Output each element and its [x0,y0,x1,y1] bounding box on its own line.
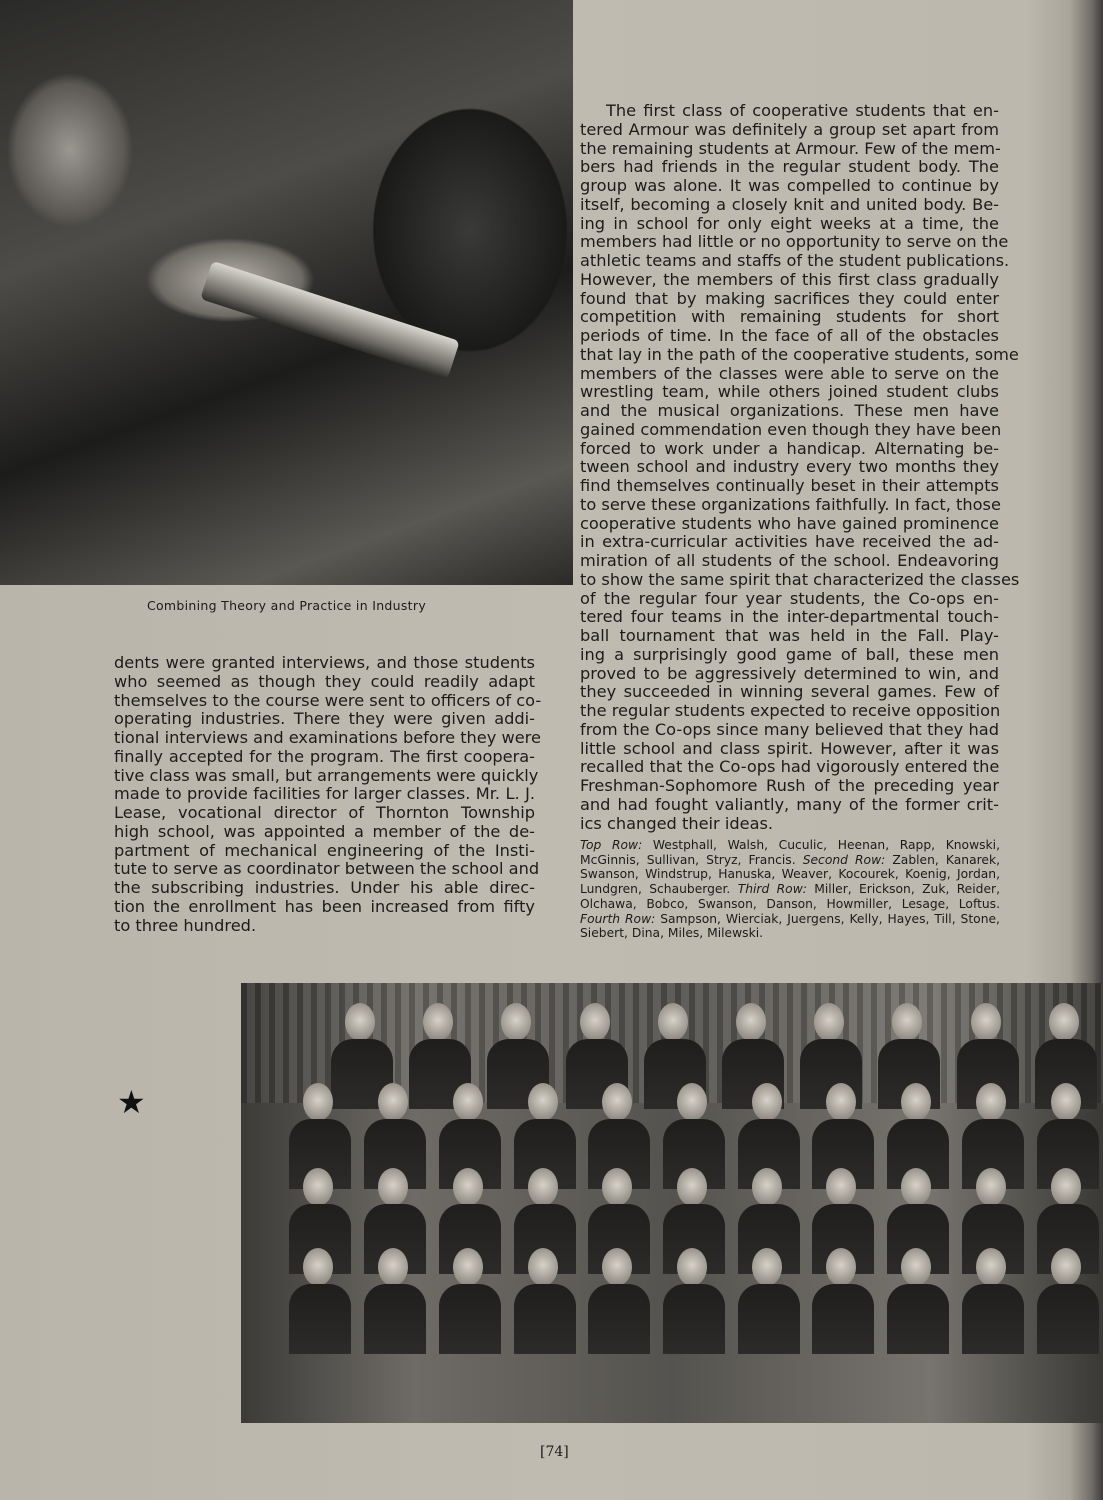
text-line: periods of time. In the face of all of the obstacles [580,326,999,345]
group-photo-caption [580,838,1000,941]
text-line: competition with remaining students for short [580,307,999,327]
text-line: proved to be aggressively determined to win, and [580,663,999,683]
text-line: of the regular four year students, the Co-ops en- [580,588,999,608]
text-line: Freshman-Sophomore Rush of the preceding year [580,776,999,795]
text-line: bers had friends in the regular student body. The [580,157,999,177]
text-line: group was alone. It was compelled to continue by [580,176,999,195]
text-line: wrestling team, while others joined student clubs [580,382,999,402]
text-line: tween school and industry every two months they [580,457,999,477]
text-line: miration of all students of the school. Endeavoring [580,551,999,570]
text-line: dents were granted interviews, and those students [114,653,535,672]
person [439,1248,497,1354]
text-line: cooperative students who have gained prominence [580,513,999,533]
text-line: in extra-curricular activities have received the ad- [580,532,999,552]
text-line: tion the enrollment has been increased from fifty [114,896,535,916]
lathe-shaft [200,261,460,379]
row-names: Westphall, Walsh, Cuculic, Heenan, Rapp, Knowski, McGinnis, Sullivan, Stryz, Francis. [580,838,1000,867]
text-line: members of the classes were able to serve on the [580,363,999,383]
text-line: the regular students expected to receive opposition [580,701,1001,720]
text-line: forced to work under a handicap. Alternating be- [580,438,999,458]
text-line: athletic teams and staffs of the student publications. [580,251,1010,270]
text-line: tute to serve as coordinator between the school and [114,859,540,879]
page-number: [74] [540,1444,569,1460]
row-label: Third Row: [737,882,807,897]
machinist-photo [0,0,573,585]
text-line: However, the members of this first class gradually [580,269,999,289]
text-line: found that by making sacrifices they could enter [580,288,999,308]
text-line: partment of mechanical engineering of the Insti- [114,840,535,860]
text-line: the subscribing industries. Under his able direc- [114,878,535,897]
text-line: The first class of cooperative students that en- [606,101,999,120]
text-line: the remaining students at Armour. Few of the mem- [580,138,1001,158]
group-photo [241,983,1103,1423]
text-line: themselves to the course were sent to officers of co- [114,690,542,710]
text-line: high school, was appointed a member of the de- [114,821,535,841]
person [588,1248,646,1354]
right-column-text [580,101,1020,833]
text-line: and the musical organizations. These men have [580,401,999,420]
star-icon: ★ [117,1083,146,1121]
row-names: Miller, Erickson, Zuk, Reider, Olchawa, Bobco, Swanson, Danson, Howmiller, Lesage, Loftus. [580,882,1001,911]
text-line: tered Armour was definitely a group set apart from [580,119,999,139]
text-line: finally accepted for the program. The first coopera- [114,746,535,766]
text-line: ing a surprisingly good game of ball, these men [580,644,999,664]
text-line: that lay in the path of the cooperative students, some [580,344,1019,364]
text-line: Lease, vocational director of Thornton Township [114,803,535,822]
text-line: made to provide facilities for larger classes. Mr. L. J. [114,784,535,804]
text-line: to serve these organizations faithfully. In fact, those [580,494,1001,514]
left-column-text [114,653,542,935]
text-line: tive class was small, but arrangements were quickly [114,765,539,785]
text-line: from the Co-ops since many believed that they had [580,719,999,739]
person [1037,1248,1095,1354]
text-line: find themselves continually beset in their attempts [580,476,999,495]
text-line: tional interviews and examinations before they were [114,728,541,747]
person [364,1248,422,1354]
text-line: tered four teams in the inter-departmental touch- [580,607,999,627]
text-line: gained commendation even though they have been [580,419,1002,439]
text-line: ball tournament that was held in the Fall. Play- [580,626,999,645]
row-names: Sampson, Wierciak, Juergens, Kelly, Hayes, Till, Stone, Siebert, Dina, Miles, Milewski. [580,911,1000,941]
text-line: who seemed as though they could readily adapt [114,671,535,691]
text-line: ics changed their ideas. [580,813,774,833]
row-label: Top Row: [580,838,643,852]
text-line: members had little or no opportunity to serve on the [580,232,1009,252]
photo-caption: Combining Theory and Practice in Industry [146,598,427,613]
person [514,1248,572,1354]
row-label: Fourth Row: [580,911,656,926]
text-line: ing in school for only eight weeks at a time, the [580,213,999,233]
row-label: Second Row: [802,852,886,867]
row-names: Zablen, Kanarek, Swanson, Windstrup, Hanuska, Weaver, Kocourek, Koenig, Jordan, Lundgren, Schauberger. [580,852,1000,897]
person [738,1248,796,1354]
text-line: to show the same spirit that characterized the classes [580,569,1020,589]
photo-row [281,1248,1103,1354]
text-line: recalled that the Co-ops had vigorously entered the [580,757,1000,777]
text-line: little school and class spirit. However, after it was [580,738,999,758]
text-line: to three hundred. [114,915,257,935]
person [663,1248,721,1354]
text-line: and had fought valiantly, many of the former crit- [580,794,999,814]
text-line: they succeeded in winning several games. Few of [580,682,999,702]
text-line: itself, becoming a closely knit and united body. Be- [580,194,999,214]
person [962,1248,1020,1354]
person [289,1248,347,1354]
person [887,1248,945,1354]
text-line: operating industries. There they were given addi- [114,709,535,729]
person [812,1248,870,1354]
